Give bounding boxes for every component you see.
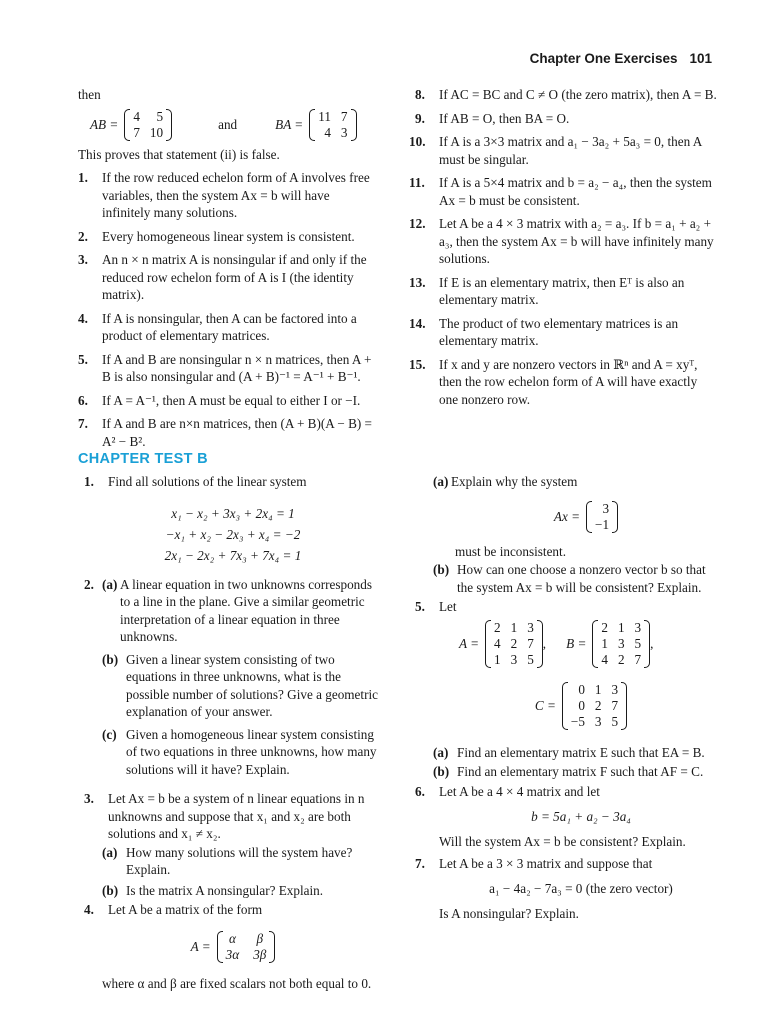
q5-a-label: A = — [459, 635, 480, 651]
exercise-item — [415, 110, 717, 128]
q4-ax-vector — [586, 501, 618, 533]
matrix-entry: 0 — [578, 697, 585, 713]
exercise-text: If x and y are nonzero vectors in ℝⁿ and A = xyᵀ, then the row echelon form of A will have exactly one nonzero row. — [439, 356, 698, 407]
q4a-label: (a) — [433, 474, 449, 489]
matrix-entry: 3 — [527, 619, 534, 635]
q1-eq-1: x₁ − x₂ + 3x₃ + 2x₄ = 1 — [171, 505, 295, 521]
q1-text: Find all solutions of the linear system — [108, 474, 307, 489]
q5-c-line — [445, 682, 717, 730]
exercise-number: 15. — [409, 356, 426, 372]
matrix-entry: 1 — [601, 635, 608, 651]
page-number: 101 — [689, 51, 712, 66]
matrix-entry: −5 — [570, 713, 585, 729]
test-left-column — [84, 473, 382, 992]
exercise-item — [78, 251, 380, 304]
matrix-entry: 1 — [617, 619, 625, 635]
exercise-text: If A and B are nonsingular n × n matrices, then A + B is also nonsingular and (A + B)⁻¹ = A⁻¹ + B⁻¹. — [102, 351, 372, 384]
matrix-entry: β — [256, 930, 264, 946]
exercise-text: If A is a 3×3 matrix and a₁ − 3a₂ + 5a₃ = 0, then A must be singular. — [439, 134, 702, 167]
chapter-title: Chapter One Exercises — [529, 51, 678, 66]
q3-number: 3. — [84, 791, 94, 806]
q7-after: Is A nonsingular? Explain. — [439, 906, 579, 921]
matrix-entry: 5 — [156, 108, 164, 124]
then-text: then — [78, 87, 101, 102]
matrix-entry: 3α — [225, 946, 240, 962]
matrix-entry: 0 — [578, 681, 585, 697]
matrix-entry: 2 — [494, 619, 501, 635]
exercise-number: 8. — [415, 87, 425, 102]
q2a-label: (a) — [102, 576, 118, 592]
exercise-number: 14. — [409, 315, 426, 331]
matrix-entry: 1 — [494, 651, 501, 667]
exercise-item — [409, 315, 717, 350]
exercise-text: If A = A⁻¹, then A must be equal to either I or −I. — [102, 392, 361, 408]
exercise-text: If AC = BC and C ≠ O (the zero matrix), then A = B. — [439, 87, 717, 102]
matrix-entry: 3 — [510, 651, 518, 667]
matrix-entry: 4 — [324, 124, 331, 140]
question-3 — [84, 790, 382, 843]
ab-ba-line — [90, 104, 380, 146]
q5-matrix-a — [485, 620, 543, 668]
matrix-entry: 2 — [594, 697, 602, 713]
q5b-label: (b) — [433, 764, 450, 779]
matrix-entry: 10 — [149, 124, 164, 140]
q4-ax-label: Ax = — [553, 508, 581, 524]
ab-matrix — [124, 109, 172, 141]
exercise-item — [409, 274, 717, 309]
exercise-number: 9. — [415, 110, 425, 126]
q4-number: 4. — [84, 902, 94, 917]
q5-number: 5. — [415, 599, 425, 614]
page-header — [530, 50, 712, 68]
and-text: and — [218, 116, 238, 132]
q5-ab-line: A = 2 1 3 4 2 7 1 3 5 , B = 2 1 3 1 3 5 4 2 7 , — [459, 619, 654, 667]
q5-matrix-c — [562, 682, 627, 730]
q5-text: Let — [439, 599, 457, 614]
q2a-text: A linear equation in two unknowns corresponds to a line in the plane. Give a similar geometric interpretation of a linear equation in three unknowns. — [120, 576, 372, 644]
matrix-entry: 5 — [611, 713, 619, 729]
exercise-text: An n × n matrix A is nonsingular if and only if the reduced row echelon form of A is I (the identity matrix). — [102, 252, 367, 302]
exercise-item — [415, 86, 717, 104]
q2c-label: (c) — [102, 726, 117, 742]
q3b-label: (b) — [102, 882, 119, 898]
exercise-text: If A is a 5×4 matrix and b = a₂ − a₄, then the system Ax = b must be consistent. — [439, 175, 712, 208]
q7-equation: a₁ − 4a₂ − 7a₃ = 0 (the zero vector) — [489, 881, 673, 896]
q6-number: 6. — [415, 783, 425, 799]
exercise-list-right — [409, 86, 717, 408]
question-5 — [415, 598, 717, 616]
exercise-item — [409, 356, 717, 409]
exercise-text: Every homogeneous linear system is consistent. — [102, 228, 355, 244]
matrix-entry: 2 — [617, 651, 625, 667]
matrix-entry: 7 — [527, 635, 534, 651]
ba-matrix — [309, 109, 356, 141]
exercise-number: 12. — [409, 216, 426, 231]
question-4 — [84, 901, 382, 919]
exercise-item — [78, 169, 380, 222]
exercise-number: 6. — [78, 392, 88, 408]
exercise-number: 4. — [78, 310, 88, 326]
q5a-text: Find an elementary matrix E such that EA = B. — [457, 744, 705, 760]
matrix-entry: 7 — [634, 651, 642, 667]
q4-matrix — [217, 931, 276, 963]
chapter-test-heading: CHAPTER TEST B — [78, 451, 208, 467]
q7-number: 7. — [415, 855, 425, 871]
exercise-item — [78, 351, 380, 386]
q1-eq-3: 2x₁ − 2x₂ + 7x₃ + 7x₄ = 1 — [164, 547, 302, 563]
q4a-text: Explain why the system — [451, 474, 578, 489]
q4-text: Let A be a matrix of the form — [108, 902, 263, 917]
matrix-entry: −1 — [595, 516, 610, 532]
question-6 — [415, 783, 717, 801]
q3b-text: Is the matrix A nonsingular? Explain. — [126, 882, 324, 898]
q4b-label: (b) — [433, 562, 450, 577]
matrix-entry: 4 — [133, 108, 140, 124]
exercise-item — [78, 310, 380, 345]
matrix-entry: 3β — [253, 946, 267, 962]
exercise-text: If E is an elementary matrix, then Eᵀ is also an elementary matrix. — [439, 274, 685, 307]
q4-ax-line — [455, 501, 717, 533]
matrix-entry: 5 — [527, 651, 534, 667]
test-right-column — [415, 473, 717, 923]
matrix-entry: 3 — [340, 124, 348, 140]
q2c-text: Given a homogeneous linear system consisting of two equations in three unknowns, how many solutions will it have? Explain. — [126, 726, 377, 777]
q5-c-label: C = — [534, 697, 556, 713]
exercise-number: 13. — [409, 274, 426, 290]
q6-after: Will the system Ax = b be consistent? Explain. — [439, 834, 686, 849]
q5-b-label: B = — [566, 635, 587, 651]
left-top-column — [78, 86, 380, 456]
exercise-item — [78, 415, 380, 450]
q1-system — [84, 503, 382, 566]
exercise-number: 7. — [78, 416, 88, 431]
matrix-entry: 5 — [634, 635, 642, 651]
q5-matrix-b — [592, 620, 650, 668]
matrix-entry: 3 — [594, 713, 602, 729]
q4b-text: How can one choose a nonzero vector b so that the system Ax = b will be consistent? Explain. — [457, 562, 706, 595]
exercise-number: 10. — [409, 134, 426, 149]
matrix-entry: 3 — [634, 619, 642, 635]
matrix-entry: 7 — [133, 124, 140, 140]
question-2 — [84, 576, 382, 646]
q4a-after: must be inconsistent. — [455, 543, 566, 559]
matrix-entry: 2 — [601, 619, 608, 635]
ab-label: AB = — [90, 116, 119, 132]
matrix-entry: 4 — [494, 635, 501, 651]
q5b-text: Find an elementary matrix F such that AF = C. — [457, 764, 704, 779]
q2-number: 2. — [84, 576, 94, 592]
exercise-item — [409, 215, 717, 268]
exercise-number: 5. — [78, 351, 88, 367]
exercise-item — [409, 174, 717, 209]
q1-number: 1. — [84, 474, 94, 489]
exercise-item — [78, 228, 380, 246]
matrix-entry: 2 — [510, 635, 518, 651]
question-1 — [84, 473, 382, 491]
exercise-text: Let A be a 4 × 3 matrix with a₂ = a₃. If b = a₁ + a₂ + a₃, then the system Ax = b will have infinitely many solutions. — [439, 216, 714, 266]
matrix-entry: 3 — [602, 500, 610, 516]
matrix-entry: 1 — [510, 619, 518, 635]
q3a-label: (a) — [102, 844, 118, 860]
q3a-text: How many solutions will the system have? Explain. — [126, 844, 353, 877]
q2b-text: Given a linear system consisting of two equations in three unknowns, what is the possible number of solutions? Give a geometric explanation of your answer. — [126, 651, 378, 719]
right-top-column — [409, 86, 717, 414]
matrix-entry: 3 — [617, 635, 625, 651]
matrix-entry: 7 — [611, 697, 619, 713]
matrix-entry: 1 — [594, 681, 602, 697]
q7-text: Let A be a 3 × 3 matrix and suppose that — [439, 855, 653, 871]
matrix-entry: 7 — [340, 108, 348, 124]
exercise-item — [78, 392, 380, 410]
matrix-entry: α — [228, 930, 236, 946]
exercise-number: 2. — [78, 228, 88, 244]
q6-equation: b = 5a₁ + a₂ − 3a₄ — [531, 809, 631, 824]
q1-eq-2: −x₁ + x₂ − 2x₃ + x₄ = −2 — [165, 526, 301, 542]
exercise-item — [409, 133, 717, 168]
exercise-text: The product of two elementary matrices is an elementary matrix. — [439, 315, 679, 348]
matrix-entry: 3 — [611, 681, 619, 697]
matrix-entry: 11 — [318, 108, 331, 124]
q5a-label: (a) — [433, 744, 449, 760]
matrix-entry: 4 — [601, 651, 608, 667]
exercise-number: 3. — [78, 252, 88, 267]
proves-text: This proves that statement (ii) is false. — [78, 146, 280, 162]
q4-matrix-label: A = — [190, 938, 211, 954]
exercise-text: If AB = O, then BA = O. — [439, 110, 570, 126]
q2b-label: (b) — [102, 651, 119, 667]
exercise-number: 11. — [409, 175, 425, 190]
q3-text: Let Ax = b be a system of n linear equations in n unknowns and suppose that x₁ and x₂ are both solutions and x₁ ≠ x₂. — [108, 791, 365, 841]
q6-text: Let A be a 4 × 4 matrix and let — [439, 783, 600, 799]
exercise-text: If the row reduced echelon form of A involves free variables, then the system Ax = b will have infinitely many solutions. — [102, 170, 370, 220]
exercise-text: If A and B are n×n matrices, then (A + B)(A − B) = A² − B². — [102, 416, 372, 449]
exercise-list-left — [78, 169, 380, 450]
exercise-number: 1. — [78, 170, 88, 185]
question-7 — [415, 855, 717, 873]
ba-label: BA = — [275, 116, 304, 132]
q4-matrix-line — [84, 931, 382, 963]
q4-after: where α and β are fixed scalars not both equal to 0. — [102, 975, 372, 991]
exercise-text: If A is nonsingular, then A can be factored into a product of elementary matrices. — [102, 310, 357, 343]
